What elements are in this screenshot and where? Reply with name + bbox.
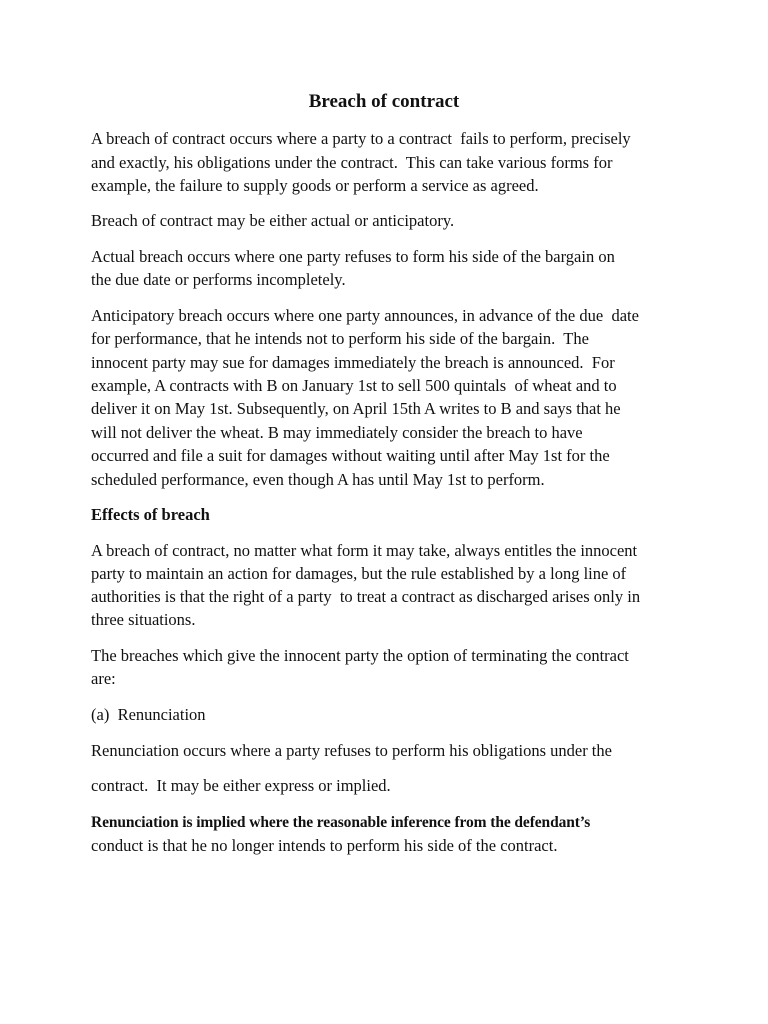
breaches-line-2: are: [91,669,116,688]
effects-line-2: party to maintain an action for damages, but the rule established by a long line of [91,564,627,583]
effects-line-4: three situations. [91,610,196,629]
intro-line-3: example, the failure to supply goods or perform a service as agreed. [91,176,539,195]
implied-line-2: conduct is that he no longer intends to perform his side of the contract. [91,836,558,855]
anticipatory-line-6: will not deliver the wheat. B may immediately consider the breach to have [91,423,583,442]
anticipatory-line-2: for performance, that he intends not to perform his side of the bargain. The [91,329,589,348]
anticipatory-line-1: Anticipatory breach occurs where one party announces, in advance of the due date [91,306,639,325]
intro-line-2: and exactly, his obligations under the contract. This can take various forms for [91,153,613,172]
breaches-line-1: The breaches which give the innocent party the option of terminating the contract [91,646,629,665]
anticipatory-line-5: deliver it on May 1st. Subsequently, on April 15th A writes to B and says that he [91,399,621,418]
anticipatory-line-4: example, A contracts with B on January 1st to sell 500 quintals of wheat and to [91,376,617,395]
actual-line-2: the due date or performs incompletely. [91,270,346,289]
renunciation-line-2: contract. It may be either express or implied. [91,776,391,795]
intro-line-1: A breach of contract occurs where a party to a contract fails to perform, precisely [91,129,631,148]
effects-heading: Effects of breach [91,505,210,524]
implied-bold-line: Renunciation is implied where the reasonable inference from the defendant’s [91,814,591,831]
anticipatory-line-8: scheduled performance, even though A has until May 1st to perform. [91,470,545,489]
effects-line-1: A breach of contract, no matter what form it may take, always entitles the innocent [91,541,638,560]
anticipatory-line-7: occurred and file a suit for damages without waiting until after May 1st for the [91,446,610,465]
effects-line-3: authorities is that the right of a party to treat a contract as discharged arises only in [91,587,641,606]
types-line: Breach of contract may be either actual or anticipatory. [91,211,455,230]
item-a-renunciation: (a) Renunciation [91,705,206,724]
renunciation-line-1: Renunciation occurs where a party refuses to perform his obligations under the [91,741,612,760]
page-title: Breach of contract [308,91,460,112]
anticipatory-line-3: innocent party may sue for damages immediately the breach is announced. For [91,353,615,372]
actual-line-1: Actual breach occurs where one party refuses to form his side of the bargain on [91,247,615,266]
